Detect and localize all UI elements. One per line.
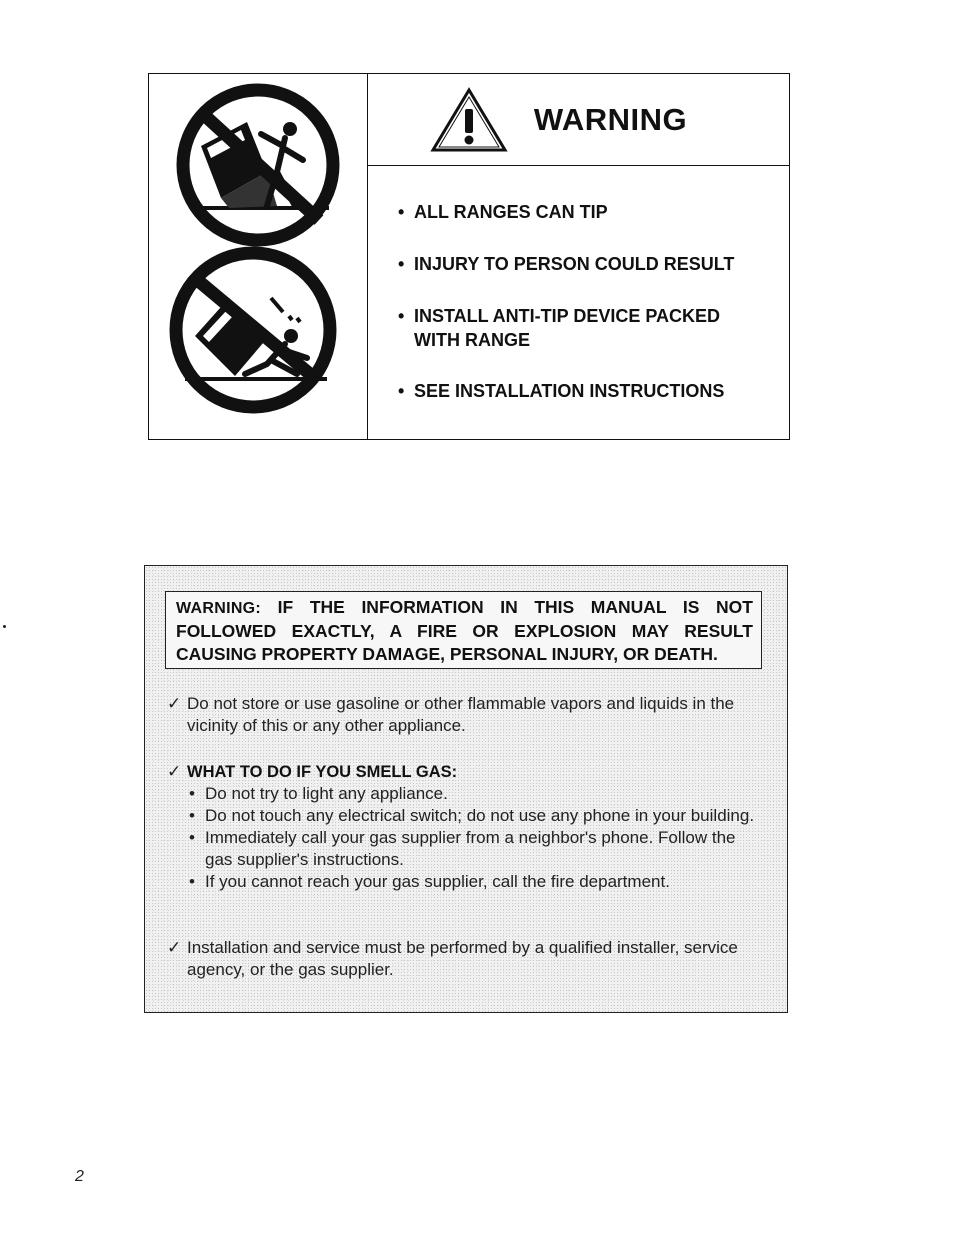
smell-gas-section xyxy=(167,761,757,893)
no-tipping-icon xyxy=(183,90,333,240)
warning-title: WARNING xyxy=(533,101,688,137)
smell-gas-title: WHAT TO DO IF YOU SMELL GAS: xyxy=(187,763,458,781)
checkmark-icon: ✓ xyxy=(167,694,182,713)
fire-explosion-warning xyxy=(165,591,762,669)
flammable-storage-note: ✓ Do not store or use gasoline or other flammable vapors and liquids in the vicinity of this or any other appliance. xyxy=(167,694,735,735)
scan-speck xyxy=(3,625,6,628)
list-item: • INJURY TO PERSON COULD RESULT xyxy=(398,254,735,274)
tip-pictogram-svg xyxy=(149,74,368,438)
tip-over-list xyxy=(368,166,789,431)
gas-safety-box xyxy=(144,565,788,1013)
list-item: • Immediately call your gas supplier from a neighbor's phone. Follow the gas supplier's instructions. xyxy=(189,828,736,869)
list-item: • Do not touch any electrical switch; do not use any phone in your building. xyxy=(189,806,755,825)
smell-gas-list xyxy=(167,783,757,893)
list-item: • INSTALL ANTI-TIP DEVICE PACKED WITH RANGE xyxy=(398,306,721,350)
list-item: • Do not try to light any appliance. xyxy=(189,784,448,803)
page-number: 2 xyxy=(75,1168,84,1185)
warning-text: IF THE INFORMATION IN THIS MANUAL IS NOT FOLLOWED EXACTLY, A FIRE OR EXPLOSION MAY RESULT CAUSING PROPERTY DAMAGE, PERSONAL INJURY, OR DEATH. xyxy=(176,597,753,664)
warning-label: WARNING: xyxy=(176,600,262,617)
tip-over-header xyxy=(368,74,789,166)
checkmark-icon: ✓ xyxy=(167,938,182,957)
tip-over-text-panel xyxy=(368,74,789,439)
list-item: • SEE INSTALLATION INSTRUCTIONS xyxy=(398,381,725,401)
checkmark-icon: ✓ xyxy=(167,762,182,781)
tip-over-pictograms xyxy=(149,74,368,439)
list-item: • If you cannot reach your gas supplier, call the fire department. xyxy=(189,872,670,891)
warning-triangle-icon xyxy=(430,87,508,153)
no-climbing-icon xyxy=(176,253,330,407)
installation-note: ✓ Installation and service must be performed by a qualified installer, service agency, or the gas supplier. xyxy=(167,938,738,979)
list-item: • ALL RANGES CAN TIP xyxy=(398,202,608,222)
tip-over-warning-box xyxy=(148,73,790,440)
